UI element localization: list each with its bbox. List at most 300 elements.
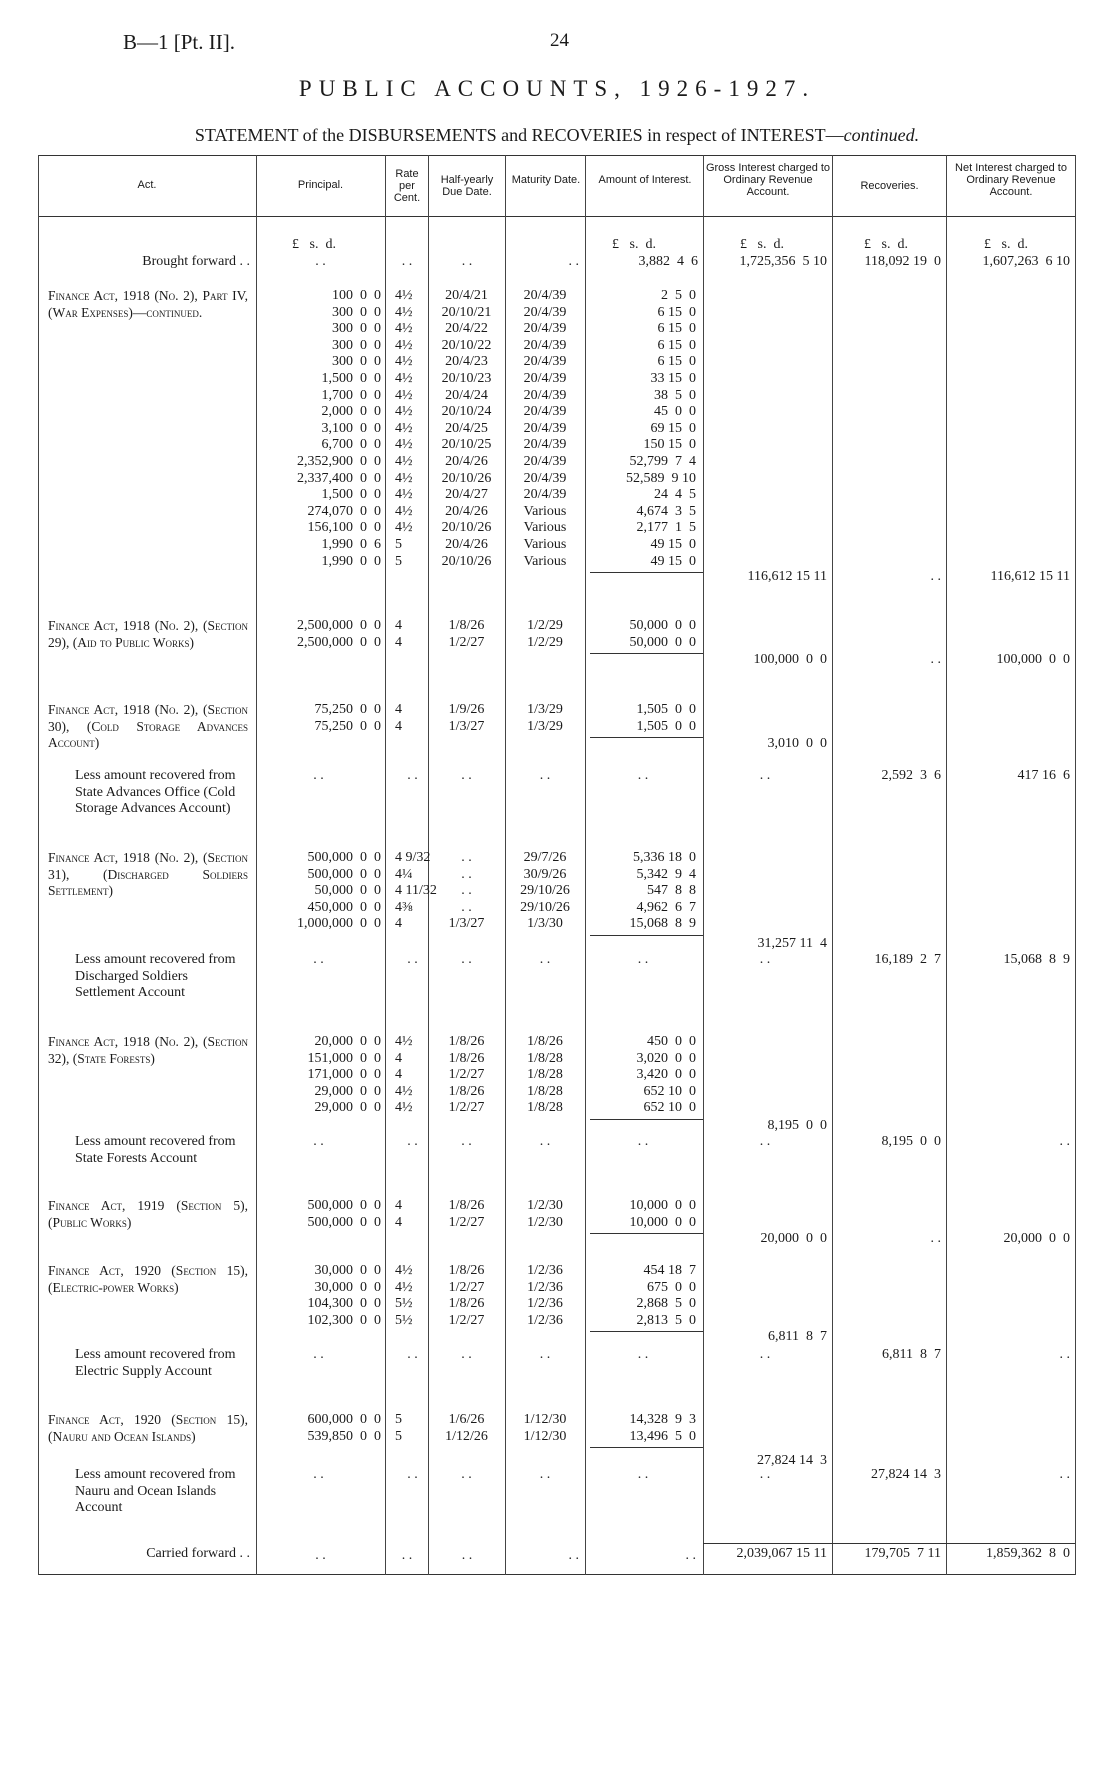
amount-cell: 5,336 18 0	[633, 850, 696, 865]
rate-cell: 4	[395, 702, 402, 717]
rate-cell: 5½	[395, 1312, 413, 1328]
principal-cell: 500,000 0 0	[307, 850, 381, 865]
maturity-cell: 1/3/29	[527, 718, 563, 734]
principal-cell: 274,070 0 0	[307, 503, 381, 519]
principal-cell: 300 0 0	[332, 321, 381, 337]
principal-cell: 29,000 0 0	[314, 1083, 381, 1099]
gross-interest-total: 8,195 0 0	[767, 1118, 827, 1133]
principal-cell: 151,000 0 0	[307, 1050, 381, 1066]
principal-dots: . .	[313, 1347, 324, 1362]
half-cell: 20/10/21	[441, 304, 492, 320]
amount-cell: 675 0 0	[647, 1279, 696, 1295]
principal-cell: 2,500,000 0 0	[297, 634, 381, 650]
rate-cell: 4½	[395, 437, 413, 453]
net-interest-value: 417 16 6	[1017, 768, 1070, 783]
rate-cell: 4½	[395, 420, 413, 436]
maturity-cell: 1/8/28	[527, 1083, 563, 1099]
table-top-rule	[38, 155, 1076, 156]
rate-cell: 4½	[395, 454, 413, 469]
principal-cell: 6,700 0 0	[321, 437, 381, 453]
rate-cell: 4½	[395, 304, 413, 320]
half-cell: . .	[461, 883, 472, 899]
rate-cell: 4	[395, 1198, 402, 1213]
unit-gross: £ s. d.	[740, 237, 784, 252]
gross-dots: . .	[759, 952, 771, 967]
maturity-dots: . .	[539, 1134, 551, 1149]
subtotal-rule	[590, 653, 703, 654]
maturity-cell: 1/12/30	[523, 1412, 567, 1427]
rate-cell: 4	[395, 618, 402, 633]
half-cell: 1/8/26	[448, 1034, 485, 1049]
amount-cell: 38 5 0	[654, 387, 696, 403]
half-cell: 1/2/27	[448, 1279, 485, 1295]
header-bottom-rule	[38, 216, 1076, 217]
carried-forward-net: 1,859,362 8 0	[986, 1546, 1070, 1561]
maturity-cell: 20/4/39	[523, 304, 567, 320]
net-interest-value: . .	[1059, 1467, 1070, 1482]
page-title: PUBLIC ACCOUNTS, 1926-1927.	[298, 76, 816, 101]
amount-cell: 69 15 0	[650, 420, 696, 436]
brought-forward-half: . .	[461, 254, 473, 269]
maturity-cell: Various	[523, 503, 567, 519]
gross-interest-total: 116,612 15 11	[747, 569, 827, 584]
principal-cell: 2,000 0 0	[321, 404, 381, 420]
maturity-cell: 20/4/39	[523, 437, 567, 453]
rate-cell: 4½	[395, 354, 413, 370]
maturity-cell: 1/2/36	[527, 1279, 563, 1295]
principal-cell: 1,990 0 0	[321, 553, 381, 569]
rate-cell: 4½	[395, 1034, 413, 1049]
unit-amount: £ s. d.	[612, 237, 656, 252]
maturity-cell: 20/4/39	[523, 354, 567, 370]
half-cell: 20/10/24	[441, 404, 492, 420]
amount-cell: 33 15 0	[650, 371, 696, 386]
subtotal-rule	[590, 1119, 703, 1120]
gross-dots: . .	[759, 1467, 771, 1482]
rate-cell: 4½	[395, 288, 413, 303]
gross-interest-total: 31,257 11 4	[757, 936, 827, 951]
principal-cell: 50,000 0 0	[314, 883, 381, 899]
document-reference: B—1 [Pt. II].	[123, 30, 235, 54]
rate-cell: 4½	[395, 371, 413, 386]
carried-forward-recoveries: 179,705 7 11	[864, 1546, 941, 1561]
principal-cell: 104,300 0 0	[307, 1296, 381, 1312]
rate-cell: 4¼	[395, 866, 413, 882]
amount-cell: 2,813 5 0	[636, 1312, 696, 1328]
rate-cell: 4 11/32	[395, 883, 437, 899]
recoveries-value: 6,811 8 7	[882, 1347, 941, 1362]
maturity-cell: 1/8/28	[527, 1067, 563, 1083]
principal-cell: 2,352,900 0 0	[297, 454, 381, 469]
half-cell: 20/4/25	[445, 420, 488, 436]
amount-cell: 2,177 1 5	[636, 520, 696, 536]
maturity-cell: 20/4/39	[523, 321, 567, 337]
rate-cell: 4½	[395, 470, 413, 486]
subtotal-rule	[590, 572, 703, 573]
col-header-rate: Rate per Cent.	[393, 168, 421, 204]
principal-cell: 1,990 0 6	[321, 537, 381, 552]
rate-cell: 4 9/32	[395, 850, 431, 865]
recoveries-value: . .	[930, 1231, 941, 1246]
carried-forward-amount: . .	[685, 1548, 696, 1563]
half-cell: 20/4/26	[445, 503, 488, 519]
rate-dots: . .	[407, 952, 418, 967]
half-dots: . .	[461, 952, 472, 967]
maturity-dots: . .	[539, 952, 551, 967]
brought-forward-gross: 1,725,356 5 10	[739, 254, 827, 269]
maturity-cell: 20/4/39	[523, 288, 567, 303]
half-cell: 20/10/26	[441, 520, 492, 536]
col-divider	[385, 155, 386, 1575]
amount-cell: 4,674 3 5	[636, 503, 696, 519]
half-cell: 1/12/26	[445, 1428, 488, 1444]
rate-dots: . .	[407, 1134, 418, 1149]
amount-cell: 547 8 8	[647, 883, 696, 899]
principal-cell: 1,500 0 0	[321, 487, 381, 503]
rate-cell: 4½	[395, 1279, 413, 1295]
amount-cell: 2 5 0	[661, 288, 696, 303]
act-description: Finance Act, 1920 (Section 15), (Nauru and Ocean Islands)	[48, 1412, 248, 1444]
maturity-cell: 1/2/30	[527, 1198, 563, 1213]
unit-recoveries: £ s. d.	[864, 237, 908, 252]
maturity-cell: 1/2/29	[527, 618, 563, 633]
rate-cell: 4½	[395, 1083, 413, 1099]
amount-cell: 4,962 6 7	[636, 899, 696, 915]
maturity-cell: 30/9/26	[523, 866, 567, 882]
half-cell: 20/4/26	[445, 537, 488, 552]
half-cell: 20/4/27	[445, 487, 488, 503]
recoveries-value: 2,592 3 6	[881, 768, 941, 783]
amount-dots: . .	[637, 768, 649, 783]
carried-forward-half: . .	[461, 1548, 473, 1563]
half-dots: . .	[461, 1134, 472, 1149]
statement-subtitle	[0, 125, 1114, 146]
brought-forward-maturity: . .	[568, 254, 579, 269]
col-header-gross: Gross Interest charged to Ordinary Revenue Account.	[705, 162, 831, 198]
amount-cell: 3,420 0 0	[636, 1067, 696, 1083]
carried-forward-rate: . .	[401, 1548, 413, 1563]
amount-cell: 6 15 0	[657, 304, 696, 320]
rate-cell: 5½	[395, 1296, 413, 1312]
net-interest-value: 116,612 15 11	[990, 569, 1070, 584]
net-interest-value: . .	[1059, 1347, 1070, 1362]
maturity-cell: 1/8/28	[527, 1100, 563, 1116]
principal-cell: 156,100 0 0	[307, 520, 381, 536]
brought-forward-net: 1,607,263 6 10	[982, 254, 1070, 269]
gross-interest-total: 27,824 14 3	[757, 1453, 827, 1468]
col-header-half-yearly: Half-yearly Due Date.	[440, 174, 494, 198]
amount-cell: 3,020 0 0	[636, 1050, 696, 1066]
rate-cell: 4½	[395, 321, 413, 337]
act-description: Finance Act, 1919 (Section 5), (Public Works)	[48, 1198, 248, 1230]
half-dots: . .	[461, 768, 472, 783]
rate-cell: 5	[395, 1428, 402, 1444]
principal-dots: . .	[313, 1134, 324, 1149]
maturity-cell: 1/2/36	[527, 1296, 563, 1312]
carried-forward-gross: 2,039,067 15 11	[736, 1546, 827, 1561]
rate-cell: 4½	[395, 337, 413, 353]
amount-cell: 5,342 9 4	[636, 866, 696, 882]
maturity-cell: 1/2/29	[527, 634, 563, 650]
rate-dots: . .	[407, 1467, 418, 1482]
gross-dots: . .	[759, 1134, 771, 1149]
maturity-cell: 1/3/30	[527, 916, 563, 932]
amount-cell: 10,000 0 0	[629, 1214, 696, 1230]
maturity-cell: Various	[523, 520, 567, 536]
half-cell: 1/8/26	[448, 1083, 485, 1099]
amount-dots: . .	[637, 1347, 649, 1362]
rate-cell: 4½	[395, 520, 413, 536]
principal-cell: 75,250 0 0	[314, 718, 381, 734]
act-description: Finance Act, 1918 (No. 2), (Section 29), (Aid to Public Works)	[48, 618, 248, 650]
principal-dots: . .	[313, 1467, 324, 1482]
amount-cell: 6 15 0	[657, 354, 696, 370]
maturity-cell: 20/4/39	[523, 487, 567, 503]
half-cell: 1/8/26	[448, 1050, 485, 1066]
maturity-dots: . .	[539, 1347, 551, 1362]
principal-cell: 300 0 0	[332, 354, 381, 370]
rate-cell: 4	[395, 1050, 402, 1066]
principal-cell: 600,000 0 0	[307, 1412, 381, 1427]
half-cell: 1/3/27	[448, 718, 485, 734]
brought-forward-amount: 3,882 4 6	[638, 254, 698, 269]
gross-interest-total: 100,000 0 0	[753, 652, 827, 667]
rate-cell: 5	[395, 537, 402, 552]
rate-cell: 4½	[395, 404, 413, 420]
amount-dots: . .	[637, 1134, 649, 1149]
maturity-cell: 20/4/39	[523, 371, 567, 386]
subtotal-rule	[590, 935, 703, 936]
principal-cell: 100 0 0	[332, 288, 381, 303]
half-cell: 1/3/27	[448, 916, 485, 932]
maturity-cell: 1/8/26	[527, 1034, 563, 1049]
amount-cell: 150 15 0	[643, 437, 696, 453]
rate-dots: . .	[407, 768, 418, 783]
amount-cell: 652 10 0	[643, 1083, 696, 1099]
unit-net: £ s. d.	[984, 237, 1028, 252]
amount-cell: 1,505 0 0	[636, 718, 696, 734]
half-cell: 1/9/26	[448, 702, 485, 717]
principal-cell: 29,000 0 0	[314, 1100, 381, 1116]
principal-cell: 1,000,000 0 0	[297, 916, 381, 932]
unit-principal: £ s. d.	[292, 237, 336, 252]
col-divider	[1075, 155, 1076, 1575]
half-cell: 1/2/27	[448, 1067, 485, 1083]
rate-cell: 4	[395, 1214, 402, 1230]
half-cell: 1/2/27	[448, 1312, 485, 1328]
principal-cell: 102,300 0 0	[307, 1312, 381, 1328]
maturity-cell: 1/2/30	[527, 1214, 563, 1230]
act-description: Finance Act, 1918 (No. 2), Part IV, (War Expenses)—continued.	[48, 288, 248, 320]
rate-dots: . .	[407, 1347, 418, 1362]
rate-cell: 4	[395, 1067, 402, 1083]
less-recovered-note: Less amount recovered from Discharged Soldiers Settlement Account	[75, 952, 236, 1001]
carried-forward-maturity: . .	[568, 1548, 579, 1563]
less-recovered-note: Less amount recovered from State Forests Account	[75, 1134, 236, 1166]
gross-interest-total: 3,010 0 0	[767, 736, 827, 751]
act-description: Finance Act, 1918 (No. 2), (Section 30), (Cold Storage Advances Account)	[48, 702, 248, 751]
subtotal-rule	[590, 737, 703, 738]
recoveries-value: 16,189 2 7	[874, 952, 941, 967]
brought-forward-recoveries: 118,092 19 0	[864, 254, 941, 269]
maturity-cell: 20/4/39	[523, 454, 567, 469]
recoveries-value: . .	[930, 569, 941, 584]
amount-cell: 49 15 0	[650, 553, 696, 569]
maturity-cell: 20/4/39	[523, 337, 567, 353]
half-cell: 20/4/26	[445, 454, 488, 469]
maturity-cell: 29/10/26	[520, 883, 570, 899]
col-header-net: Net Interest charged to Ordinary Revenue Account.	[955, 162, 1067, 198]
amount-cell: 6 15 0	[657, 321, 696, 337]
col-header-maturity: Maturity Date.	[511, 174, 581, 186]
net-interest-value: 15,068 8 9	[1003, 952, 1070, 967]
principal-cell: 20,000 0 0	[314, 1034, 381, 1049]
maturity-cell: 1/2/36	[527, 1263, 563, 1278]
rate-cell: 4	[395, 718, 402, 734]
col-divider	[38, 155, 39, 1575]
gross-dots: . .	[759, 768, 771, 783]
gross-interest-total: 20,000 0 0	[760, 1231, 827, 1246]
amount-cell: 24 4 5	[654, 487, 696, 503]
principal-cell: 539,850 0 0	[307, 1428, 381, 1444]
carried-forward-rule	[703, 1543, 1075, 1544]
principal-cell: 30,000 0 0	[314, 1263, 381, 1278]
principal-cell: 300 0 0	[332, 304, 381, 320]
page-number: 24	[550, 30, 569, 51]
amount-cell: 49 15 0	[650, 537, 696, 552]
maturity-cell: 20/4/39	[523, 404, 567, 420]
half-cell: 20/4/24	[445, 387, 488, 403]
principal-cell: 300 0 0	[332, 337, 381, 353]
amount-cell: 652 10 0	[643, 1100, 696, 1116]
maturity-cell: 1/2/36	[527, 1312, 563, 1328]
principal-cell: 2,337,400 0 0	[297, 470, 381, 486]
amount-cell: 52,589 9 10	[626, 470, 696, 486]
recoveries-value: 27,824 14 3	[871, 1467, 941, 1482]
gross-dots: . .	[759, 1347, 771, 1362]
principal-cell: 171,000 0 0	[307, 1067, 381, 1083]
brought-forward-principal: . .	[315, 254, 326, 269]
half-cell: 1/2/27	[448, 634, 485, 650]
maturity-cell: 1/8/28	[527, 1050, 563, 1066]
amount-cell: 13,496 5 0	[629, 1428, 696, 1444]
half-cell: . .	[461, 866, 472, 882]
half-cell: 1/2/27	[448, 1100, 485, 1116]
amount-cell: 45 0 0	[654, 404, 696, 420]
half-cell: 1/6/26	[448, 1412, 485, 1427]
recoveries-value: . .	[930, 652, 941, 667]
amount-dots: . .	[637, 952, 649, 967]
half-cell: 20/4/22	[445, 321, 488, 337]
maturity-cell: 1/12/30	[523, 1428, 567, 1444]
subtotal-rule	[590, 1331, 703, 1332]
amount-cell: 50,000 0 0	[629, 618, 696, 633]
half-dots: . .	[461, 1467, 472, 1482]
half-cell: 1/8/26	[448, 1296, 485, 1312]
amount-cell: 15,068 8 9	[629, 916, 696, 932]
subtotal-rule	[590, 1233, 703, 1234]
maturity-dots: . .	[539, 768, 551, 783]
principal-cell: 450,000 0 0	[307, 899, 381, 915]
rate-cell: 5	[395, 1412, 402, 1427]
half-cell: 20/10/22	[441, 337, 492, 353]
amount-cell: 52,799 7 4	[629, 454, 696, 469]
principal-cell: 3,100 0 0	[321, 420, 381, 436]
maturity-dots: . .	[539, 1467, 551, 1482]
gross-interest-total: 6,811 8 7	[768, 1329, 827, 1344]
maturity-cell: Various	[523, 553, 567, 569]
half-cell: . .	[461, 850, 472, 865]
rate-cell: 5	[395, 553, 402, 569]
principal-cell: 500,000 0 0	[307, 866, 381, 882]
half-cell: 1/8/26	[448, 618, 485, 633]
table-bottom-rule	[38, 1574, 1076, 1575]
maturity-cell: 20/4/39	[523, 420, 567, 436]
subtitle-continued: continued.	[843, 125, 920, 145]
maturity-cell: Various	[523, 537, 567, 552]
principal-dots: . .	[313, 952, 324, 967]
rate-cell: 4½	[395, 487, 413, 503]
amount-cell: 50,000 0 0	[629, 634, 696, 650]
rate-cell: 4½	[395, 387, 413, 403]
net-interest-value: 20,000 0 0	[1003, 1231, 1070, 1246]
brought-forward-label: Brought forward . .	[142, 254, 250, 269]
act-description: Finance Act, 1918 (No. 2), (Section 31), (Discharged Soldiers Settlement)	[48, 850, 248, 899]
recoveries-value: 8,195 0 0	[881, 1134, 941, 1149]
half-cell: 1/2/27	[448, 1214, 485, 1230]
rate-cell: 4⅜	[395, 899, 413, 915]
half-cell: 20/10/25	[441, 437, 492, 453]
half-cell: 20/4/21	[445, 288, 488, 303]
act-description: Finance Act, 1918 (No. 2), (Section 32), (State Forests)	[48, 1034, 248, 1066]
half-cell: 1/8/26	[448, 1263, 485, 1278]
brought-forward-rate: . .	[401, 254, 413, 269]
half-cell: . .	[461, 899, 472, 915]
carried-forward-principal: . .	[315, 1548, 326, 1563]
rate-cell: 4½	[395, 1100, 413, 1116]
half-dots: . .	[461, 1347, 472, 1362]
amount-cell: 2,868 5 0	[636, 1296, 696, 1312]
principal-cell: 500,000 0 0	[307, 1214, 381, 1230]
half-cell: 20/10/23	[441, 371, 492, 386]
col-header-principal: Principal.	[297, 179, 344, 191]
half-cell: 20/10/26	[441, 553, 492, 569]
maturity-cell: 20/4/39	[523, 387, 567, 403]
principal-dots: . .	[313, 768, 324, 783]
amount-cell: 450 0 0	[647, 1034, 696, 1049]
net-interest-value: 100,000 0 0	[996, 652, 1070, 667]
principal-cell: 1,700 0 0	[321, 387, 381, 403]
amount-cell: 14,328 9 3	[629, 1412, 696, 1427]
less-recovered-note: Less amount recovered from Electric Supply Account	[75, 1347, 236, 1379]
maturity-cell: 29/7/26	[523, 850, 567, 865]
rate-cell: 4	[395, 634, 402, 650]
principal-cell: 1,500 0 0	[321, 371, 381, 386]
col-header-recoveries: Recoveries.	[860, 180, 919, 192]
subtotal-rule	[590, 1447, 703, 1448]
subtitle-main: STATEMENT of the DISBURSEMENTS and RECOVERIES in respect of INTEREST—	[194, 125, 844, 145]
col-header-act: Act.	[137, 179, 157, 191]
maturity-cell: 20/4/39	[523, 470, 567, 486]
act-description: Finance Act, 1920 (Section 15), (Electric-power Works)	[48, 1263, 248, 1295]
rate-cell: 4½	[395, 1263, 413, 1278]
half-cell: 1/8/26	[448, 1198, 485, 1213]
carried-forward-label: Carried forward . .	[146, 1546, 250, 1561]
less-recovered-note: Less amount recovered from Nauru and Ocean Islands Account	[75, 1467, 236, 1516]
maturity-cell: 1/3/29	[527, 702, 563, 717]
amount-cell: 1,505 0 0	[636, 702, 696, 717]
principal-cell: 30,000 0 0	[314, 1279, 381, 1295]
